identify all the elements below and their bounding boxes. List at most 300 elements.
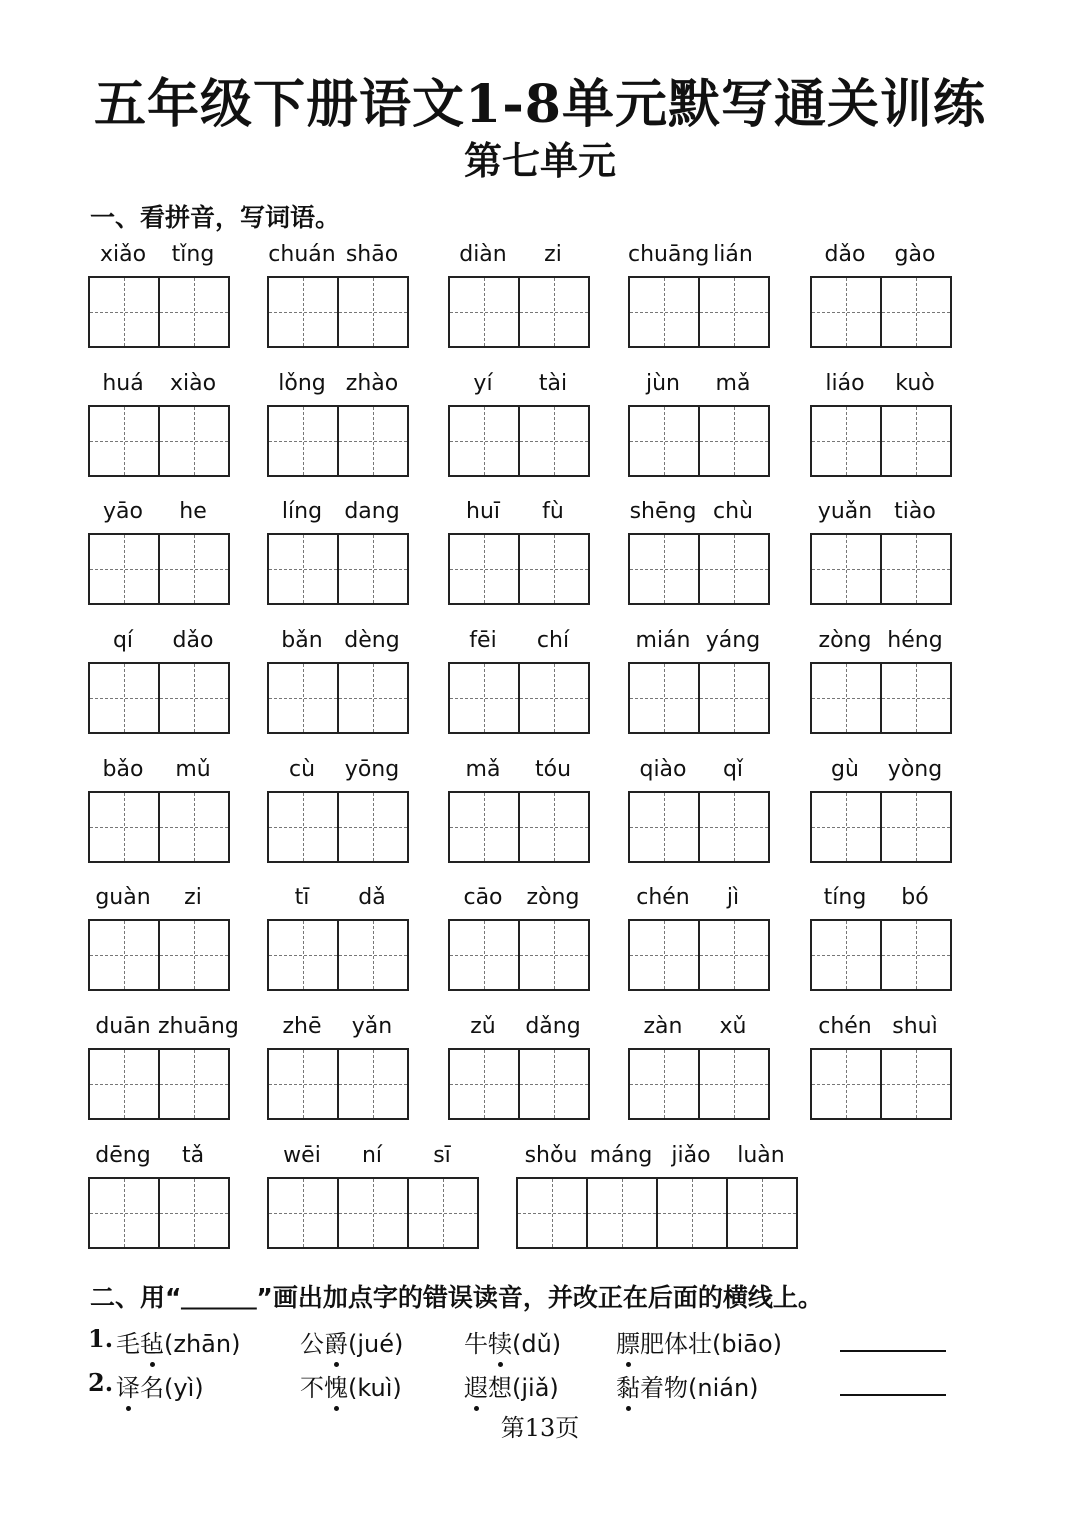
word-item — [267, 497, 407, 533]
word-row — [88, 883, 988, 1012]
tian-zi-ge-cell[interactable] — [630, 664, 698, 732]
pinyin-syllable: sī — [433, 1142, 451, 1168]
pinyin-syllable: dǎng — [525, 1014, 581, 1040]
pinyin-syllable: lǒng — [278, 370, 326, 396]
tian-zi-ge-cell[interactable] — [518, 1179, 586, 1247]
pinyin-label — [88, 755, 228, 791]
pinyin-label — [628, 240, 768, 276]
pinyin-syllable: yòng — [887, 756, 943, 782]
writing-boxes — [448, 276, 590, 348]
writing-boxes — [810, 405, 952, 477]
writing-boxes — [267, 662, 409, 734]
writing-boxes — [267, 1048, 409, 1120]
word-item — [448, 240, 588, 276]
word-row — [88, 1012, 988, 1141]
tian-zi-ge-cell[interactable] — [518, 921, 588, 989]
tian-zi-ge-cell[interactable] — [656, 1179, 726, 1247]
tian-zi-ge-cell[interactable] — [518, 278, 588, 346]
pinyin-syllable: yǎn — [351, 1014, 393, 1040]
pinyin-syllable: chén — [818, 1014, 872, 1040]
pinyin-syllable: xǔ — [719, 1014, 747, 1040]
tian-zi-ge-cell[interactable] — [518, 407, 588, 475]
writing-boxes — [628, 662, 770, 734]
writing-boxes — [267, 1177, 479, 1249]
tian-zi-ge-cell[interactable] — [698, 278, 768, 346]
pinyin-syllable: tī — [294, 885, 310, 911]
word-row — [88, 240, 988, 369]
pinyin-label — [267, 240, 407, 276]
pinyin-label — [267, 626, 407, 662]
pinyin-label — [88, 240, 228, 276]
writing-boxes — [448, 1048, 590, 1120]
writing-boxes — [88, 276, 230, 348]
pinyin-syllable: ní — [361, 1142, 383, 1168]
pinyin-syllable: líng — [281, 499, 323, 525]
tian-zi-ge-cell[interactable] — [630, 278, 698, 346]
tian-zi-ge-cell[interactable] — [158, 1179, 228, 1247]
word-item — [810, 240, 950, 276]
pinyin-syllable: dang — [344, 499, 400, 525]
pinyin-label — [448, 755, 588, 791]
unit-subtitle: 第七单元 — [463, 138, 616, 183]
tian-zi-ge-cell[interactable] — [812, 535, 880, 603]
word-item — [267, 369, 407, 405]
question-1-row — [88, 1318, 958, 1358]
tian-zi-ge-cell[interactable] — [880, 1050, 950, 1118]
word-item — [267, 755, 407, 791]
tian-zi-ge-cell[interactable] — [90, 793, 158, 861]
pinyin-syllable: xiào — [169, 370, 217, 396]
pinyin-label — [516, 1141, 796, 1177]
page-number: 第13页 — [500, 1414, 580, 1442]
writing-boxes — [628, 1048, 770, 1120]
writing-boxes — [267, 276, 409, 348]
tian-zi-ge-cell[interactable] — [880, 664, 950, 732]
writing-boxes — [88, 1177, 230, 1249]
writing-boxes — [88, 662, 230, 734]
tian-zi-ge-cell[interactable] — [90, 535, 158, 603]
tian-zi-ge-cell[interactable] — [812, 921, 880, 989]
writing-boxes — [267, 533, 409, 605]
tian-zi-ge-cell[interactable] — [158, 535, 228, 603]
pinyin-syllable: zhuāng — [158, 1014, 239, 1040]
q2-item-1: 译名(yì) — [116, 1374, 204, 1402]
pinyin-syllable: tíng — [823, 885, 867, 911]
pinyin-syllable: zhào — [345, 370, 399, 396]
q2-item-2: 不愧(kuì) — [300, 1374, 402, 1402]
word-item — [448, 497, 588, 533]
word-item — [267, 240, 407, 276]
pinyin-syllable: chù — [713, 499, 753, 525]
pinyin-label — [267, 497, 407, 533]
pinyin-label — [88, 626, 228, 662]
pinyin-label — [448, 883, 588, 919]
word-item — [88, 1012, 239, 1048]
writing-boxes — [448, 919, 590, 991]
pinyin-syllable: dǎo — [172, 628, 214, 654]
pinyin-syllable: qǐ — [722, 756, 744, 782]
word-item — [628, 883, 768, 919]
pinyin-syllable: dèng — [344, 628, 400, 654]
pinyin-label — [88, 883, 228, 919]
pinyin-syllable: dǎ — [358, 885, 386, 911]
writing-boxes — [628, 405, 770, 477]
pinyin-syllable: héng — [887, 628, 943, 654]
word-item — [88, 369, 228, 405]
pinyin-syllable: tóu — [534, 756, 572, 782]
pinyin-syllable: kuò — [895, 370, 935, 396]
pinyin-syllable: mián — [635, 628, 691, 654]
pinyin-syllable: xiǎo — [99, 242, 147, 267]
word-item — [88, 626, 228, 662]
word-item — [267, 1012, 407, 1048]
pinyin-label — [810, 1012, 950, 1048]
pinyin-syllable: yí — [473, 370, 493, 396]
tian-zi-ge-cell[interactable] — [450, 535, 518, 603]
pinyin-syllable: huá — [102, 370, 144, 396]
pinyin-syllable: tài — [538, 370, 568, 396]
writing-boxes — [448, 405, 590, 477]
pinyin-syllable: lián — [713, 242, 753, 267]
tian-zi-ge-cell[interactable] — [269, 921, 337, 989]
tian-zi-ge-cell[interactable] — [337, 1050, 407, 1118]
pinyin-syllable: tǎ — [181, 1142, 205, 1168]
tian-zi-ge-cell[interactable] — [269, 535, 337, 603]
pinyin-syllable: zi — [184, 885, 202, 911]
pinyin-label — [810, 497, 950, 533]
writing-boxes — [810, 276, 952, 348]
tian-zi-ge-cell[interactable] — [90, 1050, 158, 1118]
word-item — [448, 626, 588, 662]
pinyin-label — [628, 369, 768, 405]
tian-zi-ge-cell[interactable] — [450, 1050, 518, 1118]
pinyin-syllable: mǎ — [715, 370, 751, 396]
pinyin-label — [628, 755, 768, 791]
tian-zi-ge-cell[interactable] — [812, 793, 880, 861]
tian-zi-ge-cell[interactable] — [812, 407, 880, 475]
pinyin-syllable: chuán — [268, 242, 336, 267]
pinyin-syllable: mǔ — [175, 756, 211, 782]
pinyin-label — [448, 1012, 588, 1048]
pinyin-syllable: guàn — [95, 885, 151, 911]
writing-boxes — [88, 791, 230, 863]
tian-zi-ge-cell[interactable] — [518, 793, 588, 861]
q1-answer-line[interactable] — [840, 1350, 946, 1352]
pinyin-syllable: he — [179, 499, 207, 525]
word-item — [810, 883, 950, 919]
pinyin-label — [88, 1141, 228, 1177]
tian-zi-ge-cell[interactable] — [90, 407, 158, 475]
tian-zi-ge-cell[interactable] — [880, 407, 950, 475]
pinyin-syllable: shāo — [345, 242, 399, 267]
tian-zi-ge-cell[interactable] — [812, 278, 880, 346]
pinyin-syllable: jiǎo — [671, 1142, 711, 1168]
tian-zi-ge-cell[interactable] — [337, 278, 407, 346]
q1-item-4: 膘肥体壮(biāo) — [616, 1330, 783, 1358]
tian-zi-ge-cell[interactable] — [698, 793, 768, 861]
pinyin-syllable: tiào — [894, 499, 936, 525]
tian-zi-ge-cell[interactable] — [630, 407, 698, 475]
pinyin-syllable: zhē — [282, 1014, 322, 1040]
pinyin-syllable: zòng — [526, 885, 580, 911]
pinyin-syllable: fēi — [469, 628, 497, 654]
page-title: 五年级下册语文1-8单元默写通关训练 — [94, 74, 986, 135]
pinyin-syllable: jùn — [646, 370, 680, 396]
q1-item-2: 公爵(jué) — [300, 1330, 404, 1358]
tian-zi-ge-cell[interactable] — [90, 921, 158, 989]
tian-zi-ge-cell[interactable] — [812, 1050, 880, 1118]
word-item — [810, 369, 950, 405]
pinyin-syllable: wēi — [283, 1142, 321, 1168]
writing-boxes — [810, 919, 952, 991]
pinyin-syllable: tǐng — [171, 242, 215, 267]
pinyin-label — [810, 755, 950, 791]
pinyin-syllable: chuāng — [628, 242, 710, 267]
writing-boxes — [448, 791, 590, 863]
pinyin-label — [810, 369, 950, 405]
writing-boxes — [88, 405, 230, 477]
word-item — [448, 1012, 588, 1048]
pinyin-syllable: bǎn — [281, 628, 323, 654]
tian-zi-ge-cell[interactable] — [630, 793, 698, 861]
pinyin-label — [267, 883, 407, 919]
pinyin-label — [810, 240, 950, 276]
word-row — [88, 369, 988, 498]
pinyin-syllable: chí — [536, 628, 570, 654]
pinyin-label — [448, 240, 588, 276]
word-row — [88, 1141, 988, 1270]
tian-zi-ge-cell[interactable] — [337, 921, 407, 989]
pinyin-label — [267, 369, 407, 405]
tian-zi-ge-cell[interactable] — [269, 664, 337, 732]
section-1-heading: 一、看拼音，写词语。 — [90, 203, 341, 232]
writing-boxes — [88, 919, 230, 991]
writing-boxes — [628, 791, 770, 863]
tian-zi-ge-cell[interactable] — [269, 793, 337, 861]
tian-zi-ge-cell[interactable] — [269, 278, 337, 346]
tian-zi-ge-cell[interactable] — [518, 535, 588, 603]
tian-zi-ge-cell[interactable] — [90, 278, 158, 346]
word-item — [628, 497, 768, 533]
pinyin-syllable: dǎo — [824, 242, 866, 267]
pinyin-syllable: zi — [544, 242, 562, 267]
pinyin-label — [267, 1012, 407, 1048]
pinyin-label — [448, 369, 588, 405]
word-item — [810, 755, 950, 791]
word-row — [88, 626, 988, 755]
pinyin-label — [810, 883, 950, 919]
tian-zi-ge-cell[interactable] — [450, 793, 518, 861]
tian-zi-ge-cell[interactable] — [450, 278, 518, 346]
tian-zi-ge-cell[interactable] — [518, 664, 588, 732]
pinyin-syllable: jì — [726, 885, 740, 911]
word-item — [88, 755, 228, 791]
pinyin-syllable: bó — [901, 885, 929, 911]
word-item — [88, 1141, 228, 1177]
writing-boxes — [628, 919, 770, 991]
question-number: 1. — [88, 1324, 114, 1353]
pinyin-syllable: yuǎn — [817, 499, 873, 525]
writing-boxes — [810, 1048, 952, 1120]
pinyin-syllable: gào — [894, 242, 936, 267]
word-item — [448, 369, 588, 405]
tian-zi-ge-cell[interactable] — [630, 921, 698, 989]
word-item — [810, 1012, 950, 1048]
tian-zi-ge-cell[interactable] — [518, 1050, 588, 1118]
tian-zi-ge-cell[interactable] — [158, 278, 228, 346]
pinyin-syllable: huī — [466, 499, 500, 525]
word-item — [810, 497, 950, 533]
pinyin-label — [628, 1012, 768, 1048]
writing-boxes — [810, 791, 952, 863]
pinyin-syllable: cù — [288, 756, 316, 782]
pinyin-syllable: yāo — [103, 499, 143, 525]
word-item — [267, 883, 407, 919]
pinyin-label — [448, 497, 588, 533]
pinyin-syllable: zǔ — [470, 1014, 496, 1040]
tian-zi-ge-cell[interactable] — [726, 1179, 796, 1247]
tian-zi-ge-cell[interactable] — [158, 921, 228, 989]
tian-zi-ge-cell[interactable] — [630, 1050, 698, 1118]
word-item — [516, 1141, 796, 1177]
pinyin-syllable: gù — [831, 756, 859, 782]
word-item — [448, 755, 588, 791]
word-item — [267, 1141, 477, 1177]
word-item — [267, 626, 407, 662]
question-2-row — [88, 1362, 958, 1402]
tian-zi-ge-cell[interactable] — [269, 1179, 337, 1247]
writing-boxes — [267, 919, 409, 991]
word-item — [88, 240, 228, 276]
pinyin-syllable: shēng — [629, 499, 697, 525]
q2-item-3: 遐想(jiǎ) — [464, 1374, 559, 1402]
pinyin-syllable: bǎo — [102, 756, 144, 782]
word-item — [628, 626, 768, 662]
tian-zi-ge-cell[interactable] — [158, 407, 228, 475]
tian-zi-ge-cell[interactable] — [698, 535, 768, 603]
tian-zi-ge-cell[interactable] — [698, 1050, 768, 1118]
pinyin-syllable: qí — [112, 628, 134, 654]
q2-answer-line[interactable] — [840, 1394, 946, 1396]
writing-boxes — [628, 533, 770, 605]
pinyin-syllable: luàn — [737, 1142, 785, 1168]
tian-zi-ge-cell[interactable] — [880, 921, 950, 989]
q2-item-4: 黏着物(nián) — [616, 1374, 759, 1402]
pinyin-label — [88, 497, 228, 533]
pinyin-label — [628, 883, 768, 919]
writing-boxes — [448, 662, 590, 734]
pinyin-syllable: shuì — [892, 1014, 938, 1040]
writing-boxes — [516, 1177, 798, 1249]
tian-zi-ge-cell[interactable] — [90, 1179, 158, 1247]
word-item — [628, 240, 768, 276]
word-item — [88, 883, 228, 919]
tian-zi-ge-cell[interactable] — [698, 664, 768, 732]
writing-boxes — [628, 276, 770, 348]
pinyin-syllable: mǎ — [465, 756, 501, 782]
writing-boxes — [448, 533, 590, 605]
tian-zi-ge-cell[interactable] — [158, 793, 228, 861]
tian-zi-ge-cell[interactable] — [337, 793, 407, 861]
tian-zi-ge-cell[interactable] — [337, 664, 407, 732]
writing-boxes — [267, 405, 409, 477]
tian-zi-ge-cell[interactable] — [337, 407, 407, 475]
pinyin-label — [267, 1141, 477, 1177]
pinyin-syllable: cāo — [463, 885, 503, 911]
tian-zi-ge-cell[interactable] — [450, 664, 518, 732]
word-row — [88, 755, 988, 884]
tian-zi-ge-cell[interactable] — [407, 1179, 477, 1247]
tian-zi-ge-cell[interactable] — [880, 793, 950, 861]
pinyin-syllable: dēng — [95, 1142, 151, 1168]
writing-boxes — [810, 533, 952, 605]
tian-zi-ge-cell[interactable] — [630, 535, 698, 603]
pinyin-syllable: zàn — [643, 1014, 683, 1040]
q1-item-3: 牛犊(dǔ) — [464, 1330, 562, 1358]
q1-item-1: 毛毡(zhān) — [116, 1330, 241, 1358]
tian-zi-ge-cell[interactable] — [158, 664, 228, 732]
writing-boxes — [810, 662, 952, 734]
tian-zi-ge-cell[interactable] — [450, 921, 518, 989]
pinyin-syllable: yōng — [344, 756, 400, 782]
tian-zi-ge-cell[interactable] — [337, 535, 407, 603]
tian-zi-ge-cell[interactable] — [812, 664, 880, 732]
section-2-heading: 二、用“＿＿＿”画出加点字的错误读音，并改正在后面的横线上。 — [90, 1283, 823, 1312]
pinyin-syllable: duān — [95, 1014, 151, 1040]
writing-boxes — [88, 1048, 230, 1120]
word-item — [448, 883, 588, 919]
word-item — [88, 497, 228, 533]
pinyin-label — [628, 497, 768, 533]
pinyin-label — [88, 1012, 239, 1048]
tian-zi-ge-cell[interactable] — [880, 278, 950, 346]
pinyin-syllable: yáng — [705, 628, 761, 654]
question-number: 2. — [88, 1368, 114, 1397]
pinyin-label — [810, 626, 950, 662]
pinyin-syllable: shǒu — [524, 1142, 578, 1168]
word-item — [810, 626, 950, 662]
pinyin-label — [448, 626, 588, 662]
tian-zi-ge-cell[interactable] — [698, 407, 768, 475]
tian-zi-ge-cell[interactable] — [880, 535, 950, 603]
pinyin-syllable: liáo — [825, 370, 865, 396]
tian-zi-ge-cell[interactable] — [450, 407, 518, 475]
pinyin-syllable: diàn — [459, 242, 507, 267]
word-row — [88, 497, 988, 626]
pinyin-syllable: qiào — [639, 756, 687, 782]
word-item — [628, 1012, 768, 1048]
pinyin-syllable: máng — [589, 1142, 653, 1168]
tian-zi-ge-cell[interactable] — [269, 1050, 337, 1118]
tian-zi-ge-cell[interactable] — [90, 664, 158, 732]
writing-boxes — [267, 791, 409, 863]
tian-zi-ge-cell[interactable] — [586, 1179, 656, 1247]
pinyin-syllable: chén — [636, 885, 690, 911]
writing-boxes — [88, 533, 230, 605]
pinyin-syllable: fù — [542, 499, 564, 525]
tian-zi-ge-cell[interactable] — [269, 407, 337, 475]
word-item — [628, 369, 768, 405]
tian-zi-ge-cell[interactable] — [337, 1179, 407, 1247]
word-item — [628, 755, 768, 791]
tian-zi-ge-cell[interactable] — [158, 1050, 228, 1118]
pinyin-label — [88, 369, 228, 405]
pinyin-writing-grid — [88, 240, 988, 1270]
pinyin-syllable: zòng — [818, 628, 872, 654]
pinyin-label — [267, 755, 407, 791]
pinyin-label — [628, 626, 768, 662]
tian-zi-ge-cell[interactable] — [698, 921, 768, 989]
